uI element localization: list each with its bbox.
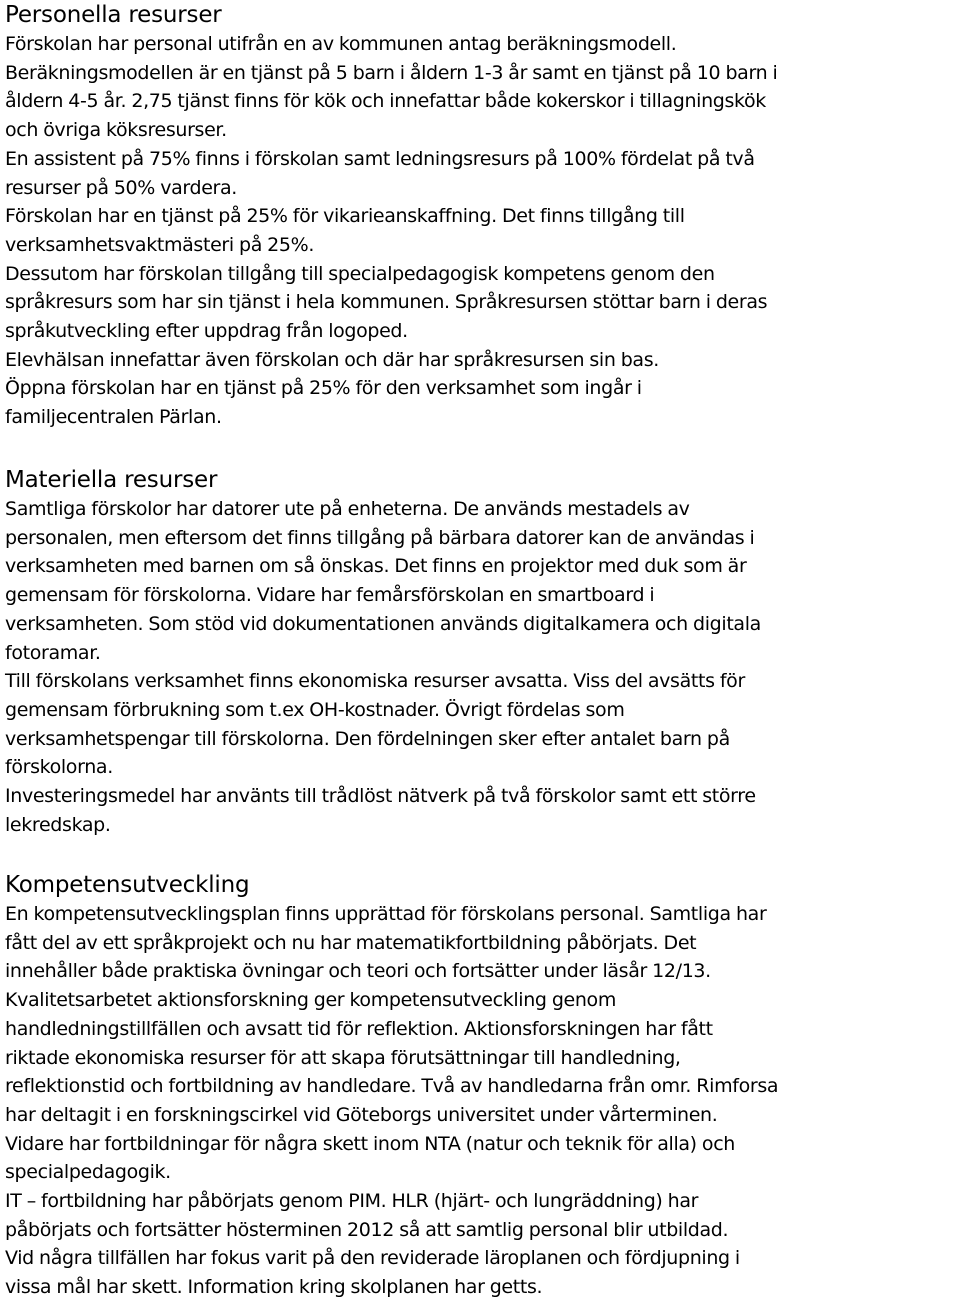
text-line: resurser på 50% vardera. xyxy=(5,176,237,199)
text-line: En kompetensutvecklingsplan finns upprättad för förskolans personal. Samtliga har xyxy=(5,903,767,925)
text-line: Öppna förskolan har en tjänst på 25% för den verksamhet som ingår i xyxy=(5,377,642,400)
text-line: En assistent på 75% finns i förskolan samt ledningsresurs på 100% fördelat på två xyxy=(5,147,755,170)
text-line: riktade ekonomiska resurser för att skapa förutsättningar till handledning, xyxy=(5,1046,681,1069)
text-line: har deltagit i en forskningscirkel vid Göteborgs universitet under vårterminen. xyxy=(5,1103,718,1126)
section-heading: Kompetensutveckling xyxy=(5,872,250,898)
section-kompetensutveckling xyxy=(5,870,778,1302)
text-line: Vid några tillfällen har fokus varit på den reviderade läroplanen och fördjupning i xyxy=(5,1247,740,1270)
text-line: fotoramar. xyxy=(5,641,101,664)
text-line: Investeringsmedel har använts till trådlöst nätverk på två förskolor samt ett större xyxy=(5,785,756,808)
section-body xyxy=(5,900,778,1302)
section-heading: Materiella resurser xyxy=(5,467,218,493)
text-line: Förskolan har personal utifrån en av kommunen antag beräkningsmodell. xyxy=(5,33,677,55)
text-line: Beräkningsmodellen är en tjänst på 5 barn i åldern 1-3 år samt en tjänst på 10 barn i xyxy=(5,61,778,84)
text-line: gemensam förbrukning som t.ex OH-kostnader. Övrigt fördelas som xyxy=(5,698,625,721)
text-line: innehåller både praktiska övningar och teori och fortsätter under läsår 12/13. xyxy=(5,960,711,983)
text-line: reflektionstid och fortbildning av handledare. Två av handledarna från omr. Rimforsa xyxy=(5,1075,779,1098)
text-line: Till förskolans verksamhet finns ekonomiska resurser avsatta. Viss del avsätts för xyxy=(5,670,745,693)
text-line: påbörjats och fortsätter hösterminen 2012 så att samtlig personal blir utbildad. xyxy=(5,1218,729,1241)
text-line: fått del av ett språkprojekt och nu har matematikfortbildning påbörjats. Det xyxy=(5,931,697,954)
section-materiella-resurser xyxy=(5,465,761,839)
text-line: språkutveckling efter uppdrag från logoped. xyxy=(5,320,408,343)
text-line: verksamhetspengar till förskolorna. Den fördelningen sker efter antalet barn på xyxy=(5,727,730,750)
text-line: Elevhälsan innefattar även förskolan och där har språkresursen sin bas. xyxy=(5,348,659,371)
section-personella-resurser xyxy=(5,0,777,432)
text-line: gemensam för förskolorna. Vidare har femårsförskolan en smartboard i xyxy=(5,584,655,607)
section-heading: Personella resurser xyxy=(5,2,222,28)
text-line: Samtliga förskolor har datorer ute på enheterna. De används mestadels av xyxy=(5,498,690,520)
text-line: verksamheten med barnen om så önskas. Det finns en projektor med duk som är xyxy=(5,555,747,578)
text-line: Dessutom har förskolan tillgång till specialpedagogisk kompetens genom den xyxy=(5,262,715,285)
text-line: verksamheten. Som stöd vid dokumentationen används digitalkamera och digitala xyxy=(5,612,761,635)
text-line: språkresurs som har sin tjänst i hela kommunen. Språkresursen stöttar barn i deras xyxy=(5,291,768,314)
text-line: IT – fortbildning har påbörjats genom PIM. HLR (hjärt- och lungräddning) har xyxy=(5,1190,699,1213)
text-line: handledningstillfällen och avsatt tid för reflektion. Aktionsforskningen har fått xyxy=(5,1017,713,1040)
text-line: åldern 4-5 år. 2,75 tjänst finns för kök och innefattar både kokerskor i tillagningskök xyxy=(5,90,766,113)
text-line: Förskolan har en tjänst på 25% för vikarieanskaffning. Det finns tillgång till xyxy=(5,205,685,228)
text-line: personalen, men eftersom det finns tillgång på bärbara datorer kan de användas i xyxy=(5,526,755,549)
text-line: specialpedagogik. xyxy=(5,1161,171,1184)
text-line: verksamhetsvaktmästeri på 25%. xyxy=(5,233,315,256)
text-line: och övriga köksresurser. xyxy=(5,119,227,142)
text-line: Kvalitetsarbetet aktionsforskning ger kompetensutveckling genom xyxy=(5,989,616,1012)
section-body xyxy=(5,30,777,432)
text-line: vissa mål har skett. Information kring skolplanen har getts. xyxy=(5,1276,543,1299)
text-line: familjecentralen Pärlan. xyxy=(5,406,222,429)
text-line: förskolorna. xyxy=(5,756,113,779)
text-line: lekredskap. xyxy=(5,813,111,836)
section-body xyxy=(5,495,761,839)
text-line: Vidare har fortbildningar för några skett inom NTA (natur och teknik för alla) och xyxy=(5,1132,735,1155)
